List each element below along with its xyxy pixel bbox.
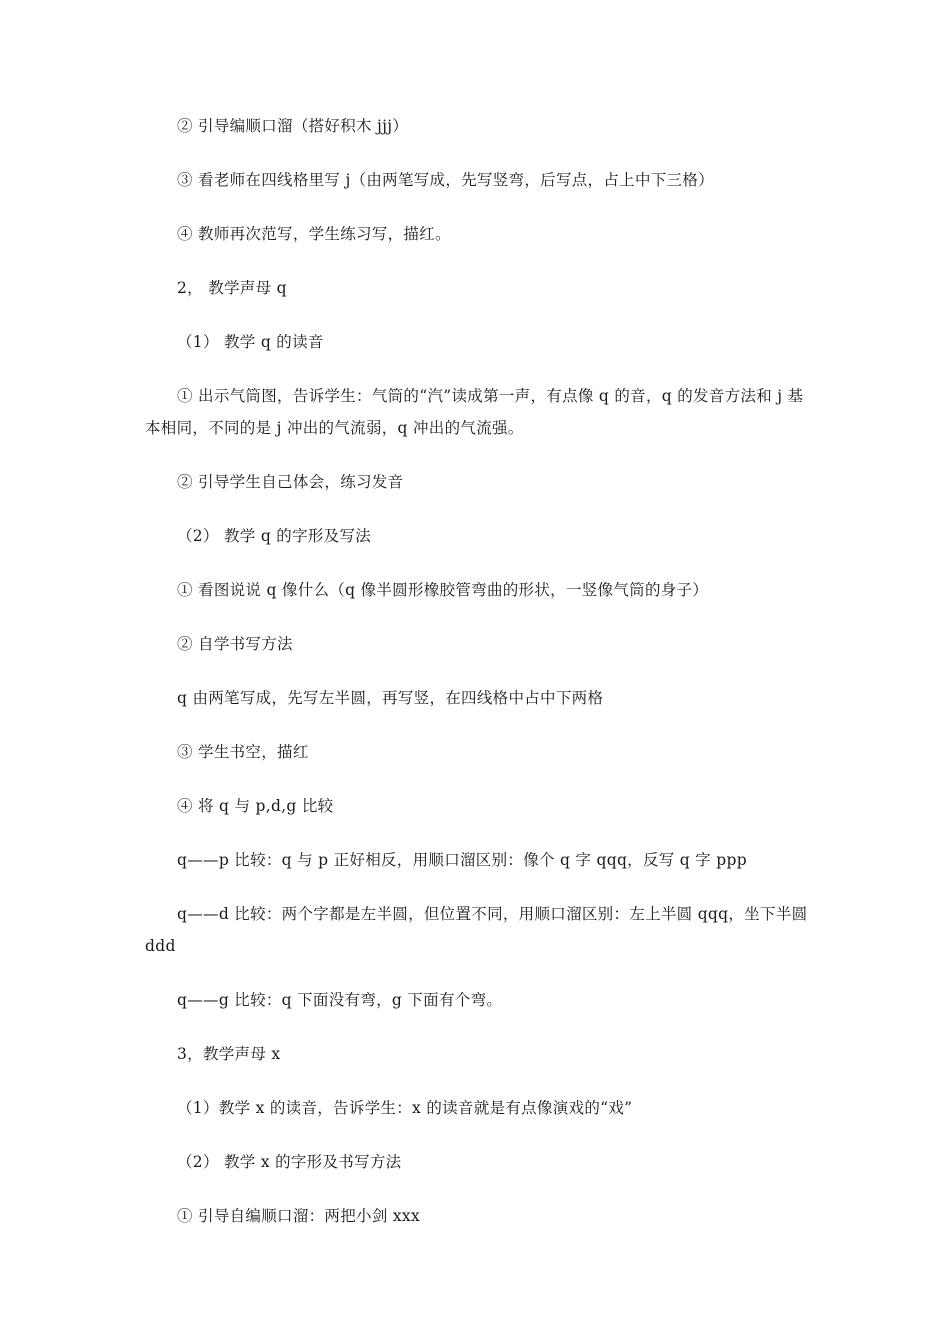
paragraph: q——d 比较：两个字都是左半圆，但位置不同，用顺口溜区别：左上半圆 qqq，坐下半圆 ddd (145, 905, 813, 955)
paragraph: ② 引导学生自己体会，练习发音 (177, 473, 404, 491)
paragraph: 3，教学声母 x (177, 1045, 281, 1063)
paragraph: （1）教学 x 的读音，告诉学生：x 的读音就是有点像演戏的“戏” (177, 1099, 633, 1117)
paragraph: ④ 将 q 与 p,d,g 比较 (177, 797, 334, 815)
paragraph: （2） 教学 q 的字形及写法 (177, 527, 372, 545)
paragraph: q——p 比较：q 与 p 正好相反，用顺口溜区别：像个 q 字 qqq，反写 q 字 ppp (177, 851, 747, 869)
paragraph: （1） 教学 q 的读音 (177, 333, 324, 351)
paragraph: ② 引导编顺口溜（搭好积木 jjj） (177, 117, 409, 135)
paragraph: ④ 教师再次范写，学生练习写，描红。 (177, 225, 451, 243)
paragraph: （2） 教学 x 的字形及书写方法 (177, 1153, 402, 1171)
paragraph: q——g 比较：q 下面没有弯，g 下面有个弯。 (177, 991, 503, 1009)
paragraph: ① 看图说说 q 像什么（q 像半圆形橡胶管弯曲的形状，一竖像气筒的身子） (177, 581, 709, 599)
paragraph: ① 引导自编顺口溜：两把小剑 xxx (177, 1207, 420, 1225)
paragraph: ② 自学书写方法 (177, 635, 293, 653)
paragraph: 2， 教学声母 q (177, 279, 287, 297)
paragraph: ③ 学生书空，描红 (177, 743, 309, 761)
paragraph: ③ 看老师在四线格里写 j（由两笔写成，先写竖弯，后写点，占上中下三格） (177, 171, 714, 189)
paragraph: q 由两笔写成，先写左半圆，再写竖，在四线格中占中下两格 (177, 689, 604, 707)
paragraph: ① 出示气筒图，告诉学生：气筒的“汽”读成第一声，有点像 q 的音，q 的发音方法和 j 基本相同，不同的是 j 冲出的气流弱，q 冲出的气流强。 (145, 387, 804, 437)
